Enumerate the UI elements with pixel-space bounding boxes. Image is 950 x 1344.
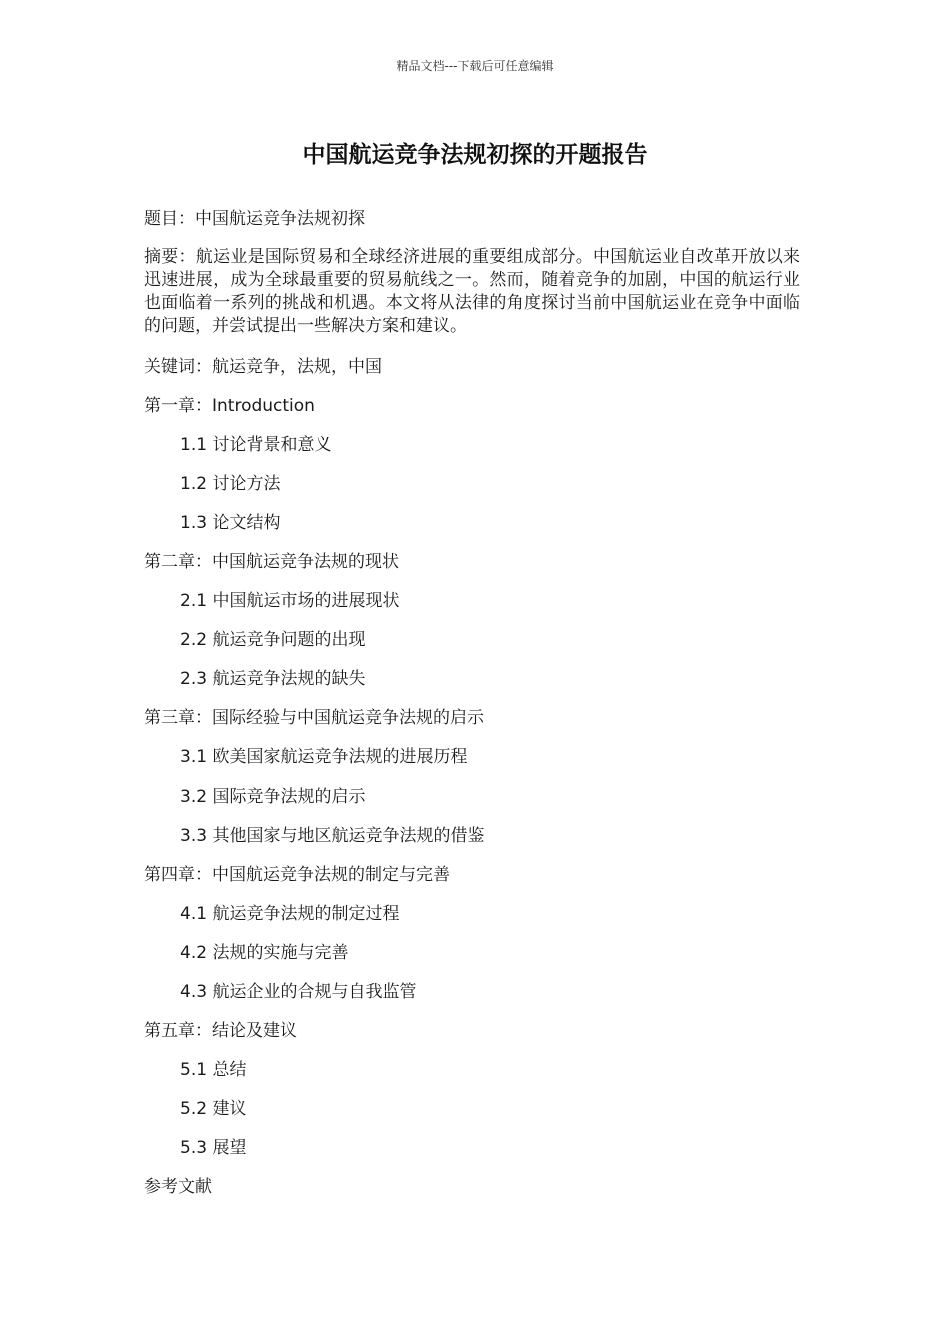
section-item: 4.2 法规的实施与完善 xyxy=(180,943,349,963)
abstract-paragraph: 摘要：航运业是国际贸易和全球经济进展的重要组成部分。中国航运业自改革开放以来迅速进展，成为全球最重要的贸易航线之一。然而，随着竞争的加剧，中国的航运行业也面临着一系列的挑战和机遇。本文将从法律的角度探讨当前中国航运业在竞争中面临的问题，并尝试提出一些解决方案和建议。 xyxy=(144,247,800,336)
topic-line: 题目：中国航运竞争法规初探 xyxy=(144,209,365,229)
page-header: 精品文档---下载后可任意编辑 xyxy=(396,59,554,73)
section-item: 2.1 中国航运市场的进展现状 xyxy=(180,591,400,611)
section-item: 5.1 总结 xyxy=(180,1060,247,1080)
section-item: 1.3 论文结构 xyxy=(180,513,281,533)
section-item: 2.2 航运竞争问题的出现 xyxy=(180,630,366,650)
section-item: 3.3 其他国家与地区航运竞争法规的借鉴 xyxy=(180,826,485,846)
section-item: 4.1 航运竞争法规的制定过程 xyxy=(180,904,400,924)
chapter-heading: 第四章：中国航运竞争法规的制定与完善 xyxy=(144,865,450,885)
section-item: 2.3 航运竞争法规的缺失 xyxy=(180,669,366,689)
section-item: 3.1 欧美国家航运竞争法规的进展历程 xyxy=(180,747,468,767)
chapter-heading: 第三章：国际经验与中国航运竞争法规的启示 xyxy=(144,708,484,728)
references-heading: 参考文献 xyxy=(144,1177,212,1197)
chapter-heading: 第二章：中国航运竞争法规的现状 xyxy=(144,552,399,572)
section-item: 5.2 建议 xyxy=(180,1099,247,1119)
section-item: 1.2 讨论方法 xyxy=(180,474,281,494)
keywords-line: 关键词：航运竞争，法规，中国 xyxy=(144,357,382,377)
section-item: 1.1 讨论背景和意义 xyxy=(180,435,332,455)
section-item: 4.3 航运企业的合规与自我监管 xyxy=(180,982,417,1002)
section-item: 5.3 展望 xyxy=(180,1138,247,1158)
section-item: 3.2 国际竞争法规的启示 xyxy=(180,787,366,807)
document-title: 中国航运竞争法规初探的开题报告 xyxy=(302,142,648,168)
chapter-heading: 第一章：Introduction xyxy=(144,396,315,416)
chapter-heading: 第五章：结论及建议 xyxy=(144,1021,297,1041)
